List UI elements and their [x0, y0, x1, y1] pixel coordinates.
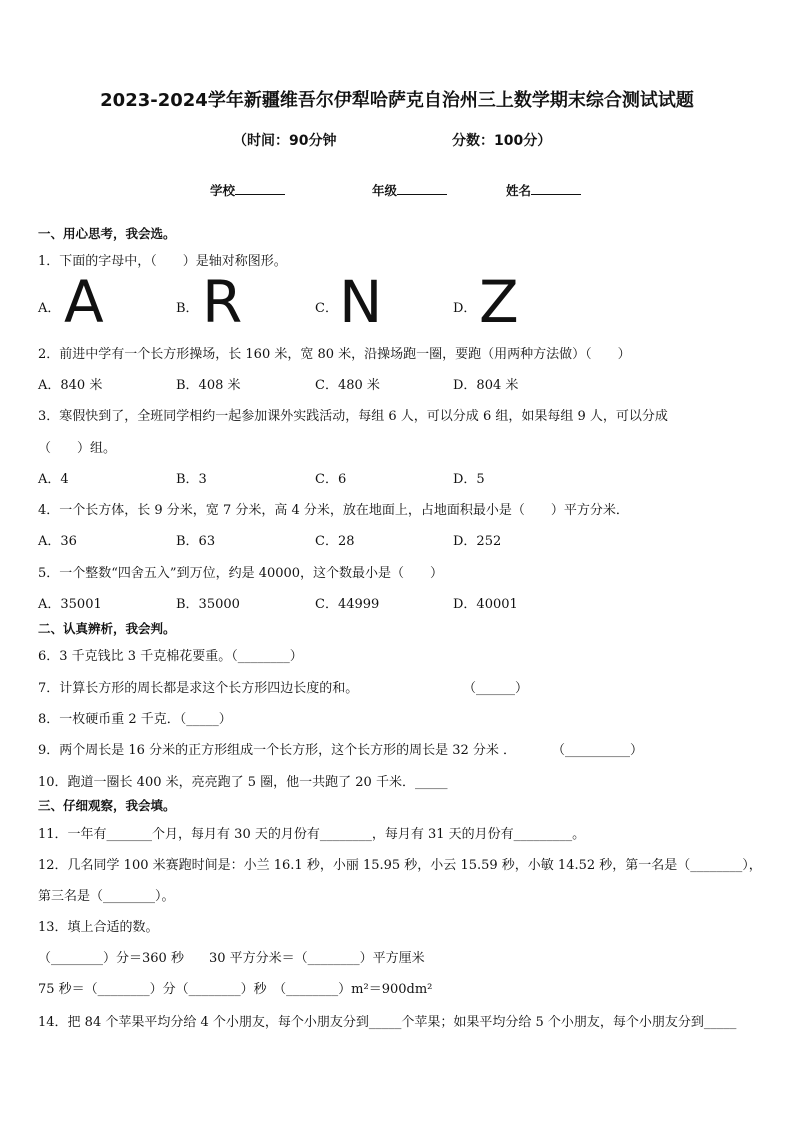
q13-row-2: 75 秒＝（________）分（________）秒 （________）m²＝900dm²	[38, 982, 433, 997]
letter-z-glyph: Z	[479, 268, 519, 336]
q3-option-a[interactable]: A．4	[38, 472, 69, 487]
letter-n-glyph: N	[339, 268, 383, 336]
section-2-heading: 二、认真辨析，我会判。	[38, 621, 176, 636]
question-6: 6．3 千克钱比 3 千克棉花要重。（________）	[38, 649, 303, 664]
letter-r-glyph: R	[202, 268, 243, 336]
question-2: 2．前进中学有一个长方形操场，长 160 米，宽 80 米，沿操场跑一圈，要跑（用两种方法做）（ ）	[38, 347, 631, 362]
question-4: 4．一个长方体，长 9 分米，宽 7 分米，高 4 分米，放在地面上，占地面积最小是（ ）平方分米．	[38, 503, 629, 518]
q1-option-b[interactable]: B．	[176, 301, 199, 316]
question-5: 5．一个整数“四舍五入”到万位，约是 40000，这个数最小是（ ）	[38, 566, 444, 581]
q5-option-c[interactable]: C．44999	[315, 597, 380, 612]
question-3-line-2: （ ）组。	[38, 441, 117, 456]
question-3-line-1: 3．寒假快到了，全班同学相约一起参加课外实践活动，每组 6 人，可以分成 6 组，如果每组 9 人，可以分成	[38, 409, 668, 424]
question-12-line-1: 12．几名同学 100 米赛跑时间是：小兰 16.1 秒，小丽 15.95 秒，小云 15.59 秒，小敏 14.52 秒，第一名是（________），	[38, 858, 762, 873]
q2-option-c[interactable]: C．480 米	[315, 378, 380, 393]
school-blank[interactable]	[235, 182, 285, 195]
q5-option-b[interactable]: B．35000	[176, 597, 240, 612]
exam-time: （时间：90分钟	[233, 133, 337, 149]
name-field	[506, 181, 581, 199]
q2-option-a[interactable]: A．840 米	[38, 378, 103, 393]
exam-score: 分数：100分）	[452, 133, 552, 149]
name-blank[interactable]	[531, 182, 581, 195]
q1-option-c[interactable]: C．	[315, 301, 338, 316]
q3-option-c[interactable]: C．6	[315, 472, 347, 487]
question-1: 1．下面的字母中，（ ）是轴对称图形。	[38, 254, 287, 269]
q7-answer-blank[interactable]: （______）	[463, 681, 529, 696]
section-3-heading: 三、仔细观察，我会填。	[38, 798, 176, 813]
letter-a-glyph: A	[64, 268, 104, 336]
grade-label: 年级	[372, 183, 398, 198]
q1-option-a[interactable]: A．	[38, 301, 61, 316]
question-8: 8．一枚硬币重 2 千克．（_____）	[38, 712, 232, 727]
q4-option-d[interactable]: D．252	[453, 534, 502, 549]
q9-answer-blank[interactable]: （__________）	[552, 743, 644, 758]
section-1-heading: 一、用心思考，我会选。	[38, 226, 176, 241]
q4-option-b[interactable]: B．63	[176, 534, 216, 549]
q13-row-1-left: （________）分＝360 秒	[38, 951, 184, 966]
q3-option-d[interactable]: D．5	[453, 472, 485, 487]
q4-option-a[interactable]: A．36	[38, 534, 77, 549]
q5-option-a[interactable]: A．35001	[38, 597, 102, 612]
school-label: 学校	[210, 183, 236, 198]
question-7: 7．计算长方形的周长都是求这个长方形四边长度的和。	[38, 681, 359, 696]
question-11: 11．一年有_______个月，每月有 30 天的月份有________，每月有 31 天的月份有_________。	[38, 827, 586, 842]
q1-option-d[interactable]: D．	[453, 301, 477, 316]
school-field	[210, 181, 285, 199]
page-title: 2023-2024学年新疆维吾尔伊犁哈萨克自治州三上数学期末综合测试试题	[100, 90, 694, 111]
q4-option-c[interactable]: C．28	[315, 534, 355, 549]
question-14: 14．把 84 个苹果平均分给 4 个小朋友，每个小朋友分到_____个苹果；如果平均分给 5 个小朋友，每个小朋友分到_____	[38, 1015, 737, 1030]
question-13: 13．填上合适的数。	[38, 920, 159, 935]
question-12-line-2: 第三名是（________）。	[38, 889, 175, 904]
question-10: 10．跑道一圈长 400 米，亮亮跑了 5 圈，他一共跑了 20 千米．_____	[38, 775, 448, 790]
question-9: 9．两个周长是 16 分米的正方形组成一个长方形，这个长方形的周长是 32 分米 ．	[38, 743, 517, 758]
q3-option-b[interactable]: B．3	[176, 472, 207, 487]
name-label: 姓名	[506, 183, 532, 198]
grade-field	[372, 181, 447, 199]
q2-option-b[interactable]: B．408 米	[176, 378, 241, 393]
q5-option-d[interactable]: D．40001	[453, 597, 518, 612]
grade-blank[interactable]	[397, 182, 447, 195]
q2-option-d[interactable]: D．804 米	[453, 378, 519, 393]
q13-row-1-right: 30 平方分米＝（________）平方厘米	[209, 951, 425, 966]
